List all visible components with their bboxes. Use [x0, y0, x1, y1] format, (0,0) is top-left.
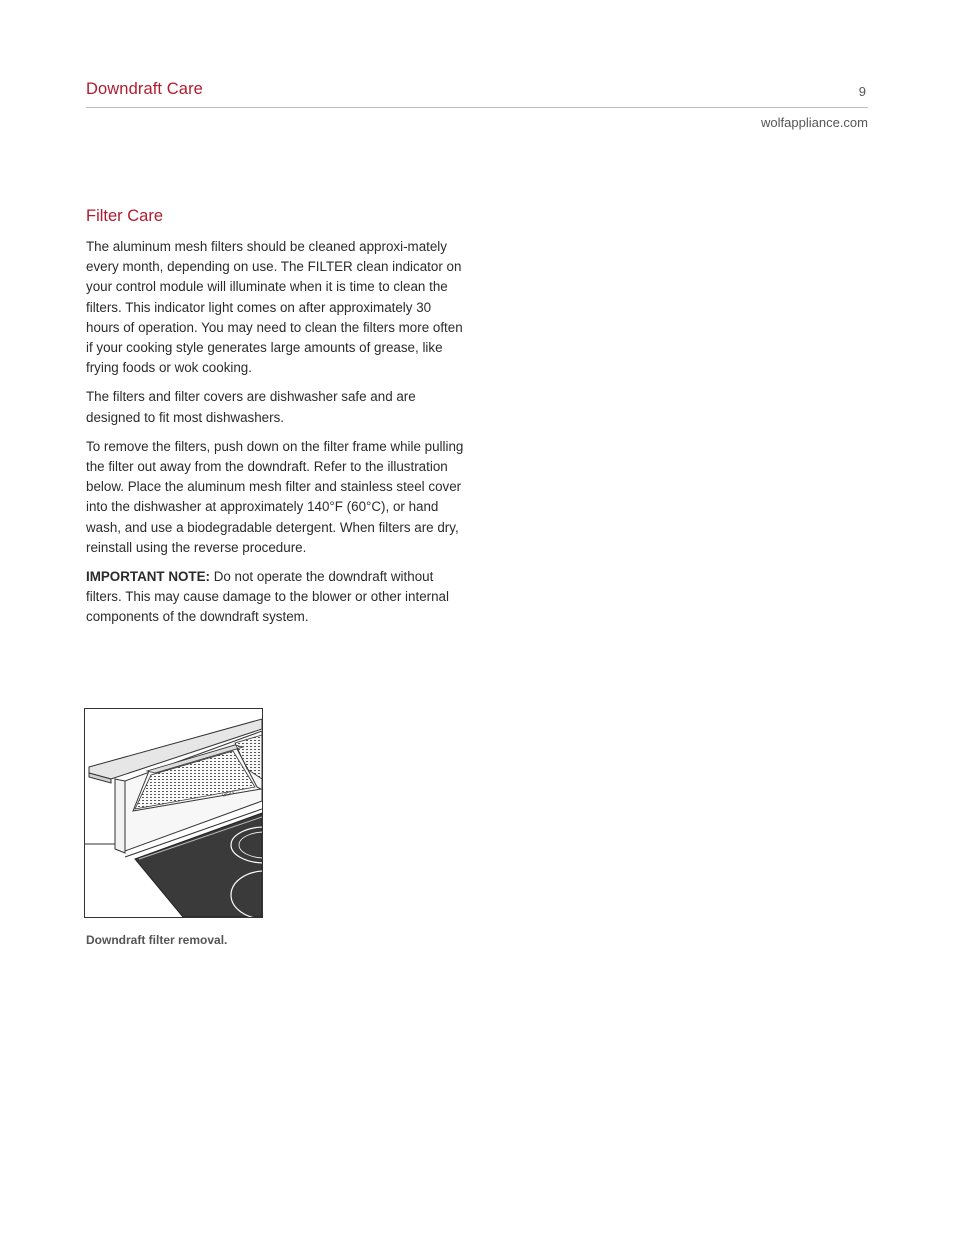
website-link[interactable]: wolfappliance.com: [761, 115, 868, 130]
brand-mark: WOLF: [221, 789, 236, 798]
filter-care-section: [86, 207, 466, 637]
figure-caption: Downdraft filter removal.: [86, 933, 228, 947]
downdraft-filter-illustration: [84, 708, 263, 918]
important-note: [86, 567, 466, 628]
important-note-label: IMPORTANT NOTE:: [86, 569, 210, 585]
paragraph: To remove the filters, push down on the filter frame while pulling the filter out away from the downdraft. Refer to the illustration below. Place the aluminum mesh filter and stainless steel cover into the dishwasher at approximately 140°F (60°C), or hand wash, and use a biodegradable detergent. When filters are dry, reinstall using the reverse procedure.: [86, 438, 464, 555]
paragraph: The aluminum mesh filters should be cleaned approxi-mately every month, depending on use. The FILTER clean indicator on your control module will illuminate when it is time to clean the filters. This indicator light comes on after approximately 30 hours of operation. You may need to clean the filters more often if your cooking style generates large amounts of grease, like frying foods or wok cooking.: [86, 239, 463, 376]
header-title: Downdraft Care: [86, 80, 203, 98]
important-note-text: Do not operate the downdraft without filters. This may cause damage to the blower or other internal components of the downdraft system.: [86, 569, 449, 625]
header-divider: [86, 107, 868, 108]
page-number: 9: [858, 84, 866, 99]
section-heading: Filter Care: [86, 207, 164, 225]
paragraph: The filters and filter covers are dishwasher safe and are designed to fit most dishwashers.: [86, 389, 416, 425]
